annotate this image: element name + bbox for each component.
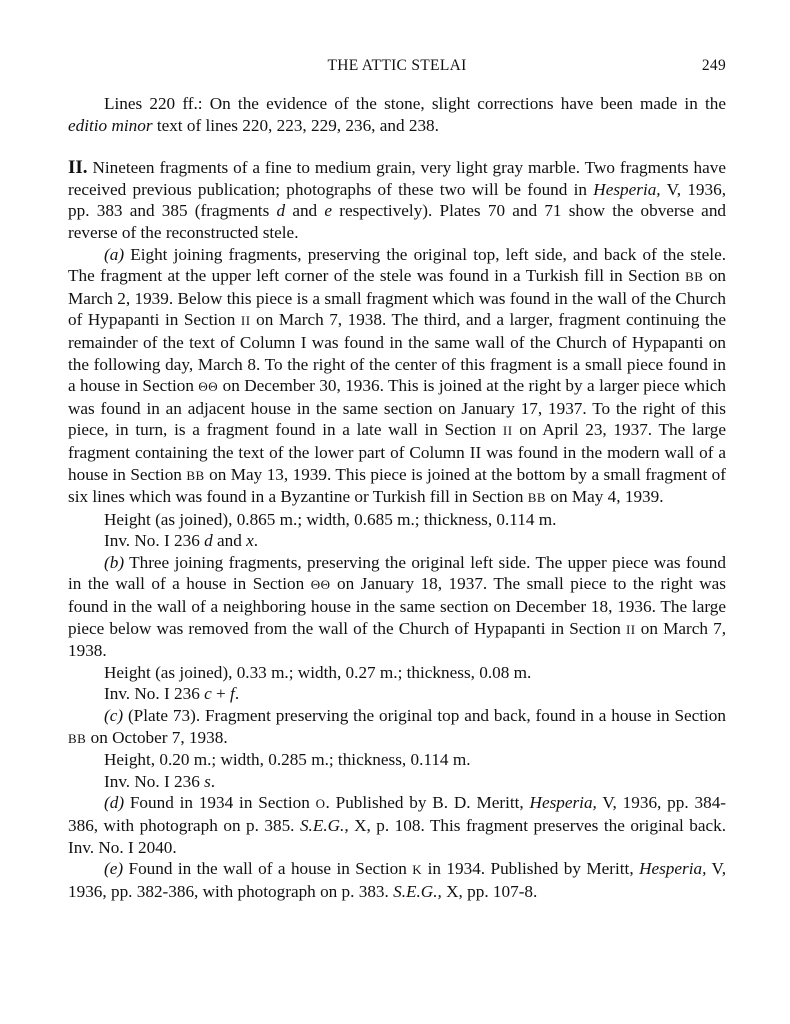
- fragment-label: (b): [104, 552, 125, 572]
- fragment-b-dimensions: Height (as joined), 0.33 m.; width, 0.27 m.; thickness, 0.08 m.: [104, 662, 532, 682]
- running-header: [68, 54, 726, 78]
- fragment-label: (c): [104, 706, 124, 726]
- fragment-e-description: (e) Found in the wall of a house in Section K in 1934. Published by Meritt, Hesperia, V, 1936, pp. 382-386, with photograph on p. 383. S.E.G., X, pp. 107-8.: [68, 859, 726, 901]
- editorial-note: Lines 220 ff.: On the evidence of the stone, slight corrections have been made in the editio minor text of lines 220, 223, 229, 236, and 238.: [68, 94, 726, 135]
- fragment-b-inventory: Inv. No. I 236 c + f.: [104, 684, 240, 704]
- fragment-label: (e): [104, 859, 124, 879]
- fragment-label: (d): [104, 793, 125, 813]
- fragment-c-inventory: Inv. No. I 236 s.: [104, 771, 216, 791]
- section-intro: II. Nineteen fragments of a fine to medium grain, very light gray marble. Two fragments have received previous publication; photographs of these two will be found in Hesperia, V, 1936, pp. 383 and 385 (fragments d and e respectively). Plates 70 and 71 show the obverse and reverse of the reconstructed stele.: [68, 157, 727, 242]
- fragment-c-dimensions: Height, 0.20 m.; width, 0.285 m.; thickness, 0.114 m.: [104, 750, 471, 770]
- page-number: 249: [701, 57, 726, 74]
- document-page: [68, 54, 726, 902]
- fragment-a-dimensions: Height (as joined), 0.865 m.; width, 0.685 m.; thickness, 0.114 m.: [104, 509, 557, 529]
- fragment-c-description: (c) (Plate 73). Fragment preserving the original top and back, found in a house in Section BB on October 7, 1938.: [68, 706, 726, 747]
- fragment-a-description: (a) Eight joining fragments, preserving the original top, left side, and back of the stele. The fragment at the upper left corner of the stele was found in a Turkish fill in Section BB on March 2, 1939. Below this piece is a small fragment which was found in the wall of the Church of Hypapanti in Section II on March 7, 1938. The third, and a larger, fragment continuing the remainder of the text of Column I was found in the same wall of the Church of Hypapanti on the following day, March 8. To the right of the center of this fragment is a small piece found in a house in Section ΘΘ on December 30, 1936. This is joined at the right by a larger piece which was found in an adjacent house in the same section on January 17, 1937. To the right of this piece, in turn, is a fragment found in a late wall in Section II on April 23, 1937. The large fragment containing the text of the lower part of Column II was found in the modern wall of a house in Section BB on May 13, 1939. This piece is joined at the bottom by a small fragment of six lines which was found in a Byzantine or Turkish fill in Section BB on May 4, 1939.: [68, 244, 727, 507]
- fragment-label: (a): [104, 244, 125, 264]
- fragment-b-description: (b) Three joining fragments, preserving the original left side. The upper piece was found in the wall of a house in Section ΘΘ on January 18, 1937. The small piece to the right was found in the wall of a neighboring house in the same section on December 18, 1936. The large piece below was removed from the wall of the Church of Hypapanti in Section II on March 7, 1938.: [68, 552, 726, 661]
- section-numeral: II.: [68, 157, 88, 179]
- fragment-d-description: (d) Found in 1934 in Section O. Published by B. D. Meritt, Hesperia, V, 1936, pp. 384-386, with photograph on p. 385. S.E.G., X, p. 108. This fragment preserves the original back. Inv. No. I 2040.: [68, 793, 727, 857]
- running-title: THE ATTIC STELAI: [327, 57, 467, 74]
- fragment-a-inventory: Inv. No. I 236 d and x.: [104, 531, 259, 551]
